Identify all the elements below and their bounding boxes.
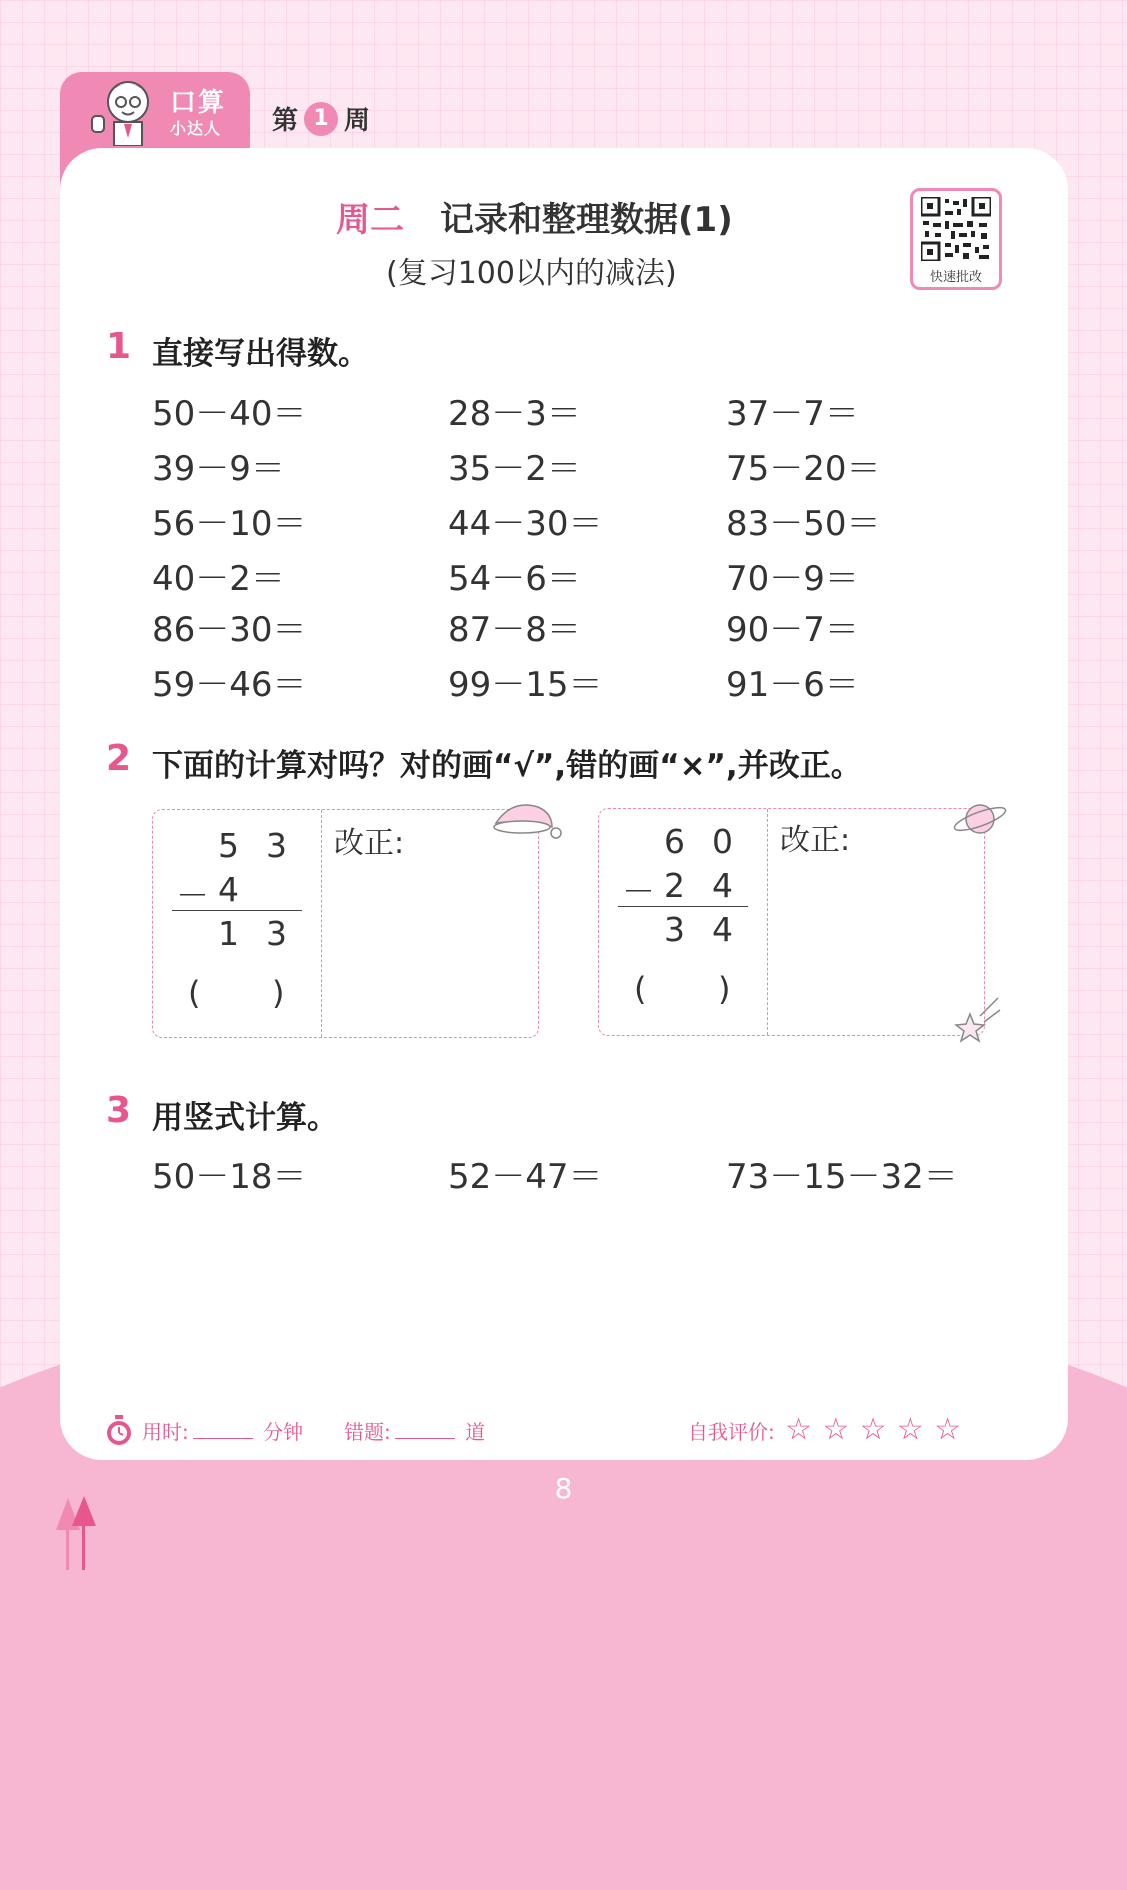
planet-icon bbox=[952, 797, 1010, 841]
minuend-digit: 3 bbox=[266, 826, 287, 865]
box-divider bbox=[767, 809, 768, 1035]
problem-item: 70－9＝ bbox=[726, 559, 859, 599]
page-subtitle: (复习100以内的减法) bbox=[386, 256, 677, 291]
minuend-digit: 5 bbox=[218, 826, 239, 865]
rating-star-icon[interactable]: ☆ bbox=[896, 1412, 924, 1447]
problem-item: 90－7＝ bbox=[726, 610, 859, 650]
tab-subtitle: 小达人 bbox=[170, 119, 222, 138]
problem-item: 54－6＝ bbox=[448, 559, 581, 599]
rating-label: 自我评价: bbox=[688, 1420, 775, 1444]
minuend-digit: 6 bbox=[664, 822, 685, 861]
section-1-number: 1 bbox=[106, 326, 132, 367]
problem-item: 99－15＝ bbox=[448, 665, 603, 705]
problem-item: 59－46＝ bbox=[152, 665, 307, 705]
box-divider bbox=[321, 810, 322, 1037]
problem-item: 35－2＝ bbox=[448, 449, 581, 489]
week-indicator bbox=[272, 100, 370, 137]
problem-item: 75－20＝ bbox=[726, 449, 881, 489]
subtrahend-digit: 4 bbox=[712, 866, 733, 905]
tree-icon bbox=[54, 1494, 100, 1570]
page-title bbox=[336, 192, 733, 241]
time-field[interactable] bbox=[142, 1416, 303, 1445]
answer-close-paren: ) bbox=[272, 974, 285, 1012]
time-label: 用时: bbox=[142, 1420, 189, 1444]
section-2-instruction: 下面的计算对吗？对的画“√”,错的画“×”,并改正。 bbox=[152, 748, 862, 784]
rating-star-icon[interactable]: ☆ bbox=[785, 1412, 813, 1447]
rating-star-icon[interactable]: ☆ bbox=[934, 1412, 962, 1447]
errors-label: 错题: bbox=[344, 1420, 391, 1444]
problem-item: 40－2＝ bbox=[152, 559, 285, 599]
vertical-calc-problem: 50－18＝ bbox=[152, 1157, 307, 1197]
result-digit: 3 bbox=[266, 914, 287, 953]
sum-line bbox=[618, 906, 748, 907]
subtrahend-digit: 4 bbox=[218, 870, 239, 909]
title-topic: 记录和整理数据(1) bbox=[440, 200, 733, 240]
time-unit: 分钟 bbox=[263, 1420, 304, 1444]
result-digit: 3 bbox=[664, 910, 685, 949]
qr-label: 快速批改 bbox=[929, 270, 982, 285]
answer-open-paren: ( bbox=[634, 970, 647, 1008]
problem-item: 50－40＝ bbox=[152, 394, 307, 434]
title-day: 周二 bbox=[336, 200, 404, 240]
page-number: 8 bbox=[554, 1472, 573, 1505]
errors-unit: 道 bbox=[465, 1420, 486, 1444]
result-digit: 4 bbox=[712, 910, 733, 949]
mascot-boy-thumbs-up-icon bbox=[84, 72, 164, 146]
rating-star-icon[interactable]: ☆ bbox=[859, 1412, 887, 1447]
minus-sign: － bbox=[176, 876, 209, 915]
problem-item: 83－50＝ bbox=[726, 504, 881, 544]
problem-item: 39－9＝ bbox=[152, 449, 285, 489]
problem-item: 56－10＝ bbox=[152, 504, 307, 544]
stopwatch-icon bbox=[104, 1414, 134, 1448]
problem-item: 28－3＝ bbox=[448, 394, 581, 434]
section-1-instruction: 直接写出得数。 bbox=[152, 336, 369, 372]
qr-code-icon bbox=[921, 197, 991, 261]
problem-item: 91－6＝ bbox=[726, 665, 859, 705]
problem-item: 44－30＝ bbox=[448, 504, 603, 544]
result-digit: 1 bbox=[218, 914, 239, 953]
problem-item: 87－8＝ bbox=[448, 610, 581, 650]
shooting-star-icon bbox=[954, 994, 1004, 1046]
correction-label: 改正: bbox=[334, 826, 405, 861]
week-suffix: 周 bbox=[344, 106, 371, 136]
self-rating bbox=[688, 1412, 961, 1447]
minus-sign: － bbox=[622, 872, 655, 911]
vertical-calc-problem: 52－47＝ bbox=[448, 1157, 603, 1197]
problem-item: 37－7＝ bbox=[726, 394, 859, 434]
tab-title: 口算 bbox=[170, 88, 227, 118]
subtrahend-digit: 2 bbox=[664, 866, 685, 905]
section-2-number: 2 bbox=[106, 738, 132, 779]
week-prefix: 第 bbox=[272, 106, 299, 136]
answer-close-paren: ) bbox=[718, 970, 731, 1008]
week-number-badge: 1 bbox=[304, 102, 338, 136]
sum-line bbox=[172, 910, 302, 911]
santa-hat-icon bbox=[492, 797, 566, 845]
vertical-calc-problem: 73－15－32＝ bbox=[726, 1157, 958, 1197]
correction-label: 改正: bbox=[780, 823, 851, 858]
section-3-instruction: 用竖式计算。 bbox=[152, 1100, 338, 1136]
errors-field[interactable] bbox=[344, 1416, 485, 1445]
errors-blank[interactable] bbox=[395, 1438, 455, 1439]
time-blank[interactable] bbox=[193, 1438, 253, 1439]
section-3-number: 3 bbox=[106, 1090, 132, 1131]
problem-item: 86－30＝ bbox=[152, 610, 307, 650]
answer-open-paren: ( bbox=[188, 974, 201, 1012]
rating-star-icon[interactable]: ☆ bbox=[822, 1412, 850, 1447]
minuend-digit: 0 bbox=[712, 822, 733, 861]
qr-code-box[interactable] bbox=[910, 188, 1002, 290]
